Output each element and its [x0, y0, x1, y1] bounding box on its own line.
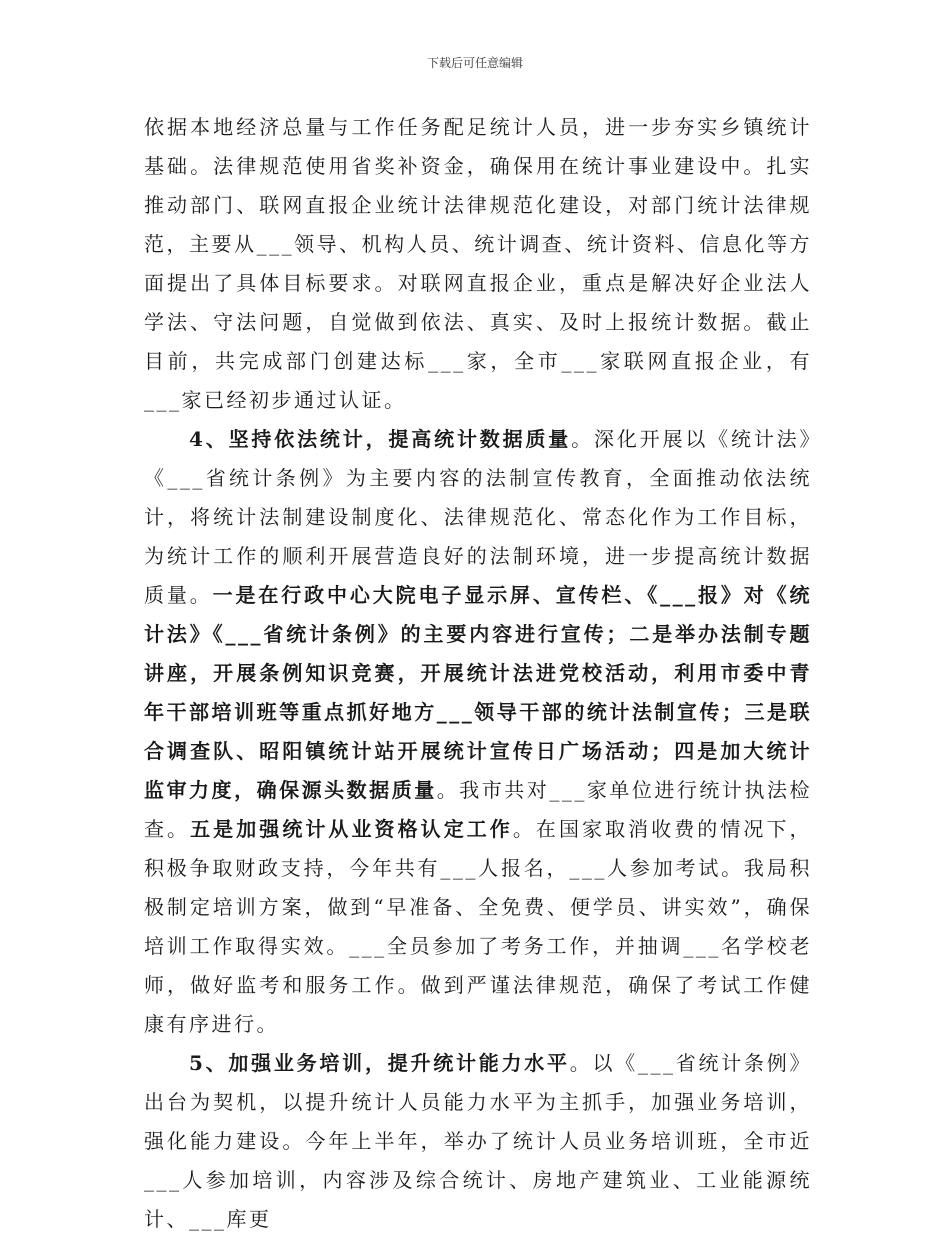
section-4-intro: 。深化开展以《统计法》《___省统计条例》为主要内容的法制宣传教育，全面推动依法统计，将统计法制建设制度化、法律规范化、常态化作为工作目标，为统计工作的顺利开展营造良好的法制环境，进一步提高统计数据质量。 [144, 427, 813, 607]
section-5-heading: 5、加强业务培训，提升统计能力水平 [189, 1051, 570, 1075]
document-body [144, 108, 812, 1239]
section-4-measures: 一是在行政中心大院电子显示屏、宣传栏、《___报》对《统计法》《___省统计条例》的主要内容进行宣传；二是举办法制专题讲座，开展条例知识竞赛，开展统计法进党校活动，利用市委中青年干部培训班等重点抓好地方___领导干部的统计法制宣传；三是联合调查队、昭阳镇统计站开展统计宣传日广场活动；四是加大统计监审力度，确保源头数据质量 [144, 583, 812, 802]
section-4-heading: 4、坚持依法统计，提高统计数据质量 [189, 427, 572, 451]
section-5-text: 。以《___省统计条例》出台为契机，以提升统计人员能力水平为主抓手，加强业务培训，强化能力建设。今年上半年，举办了统计人员业务培训班，全市近___人参加培训，内容涉及综合统计、房地产建筑业、工业能源统计、___库更 [144, 1051, 812, 1231]
paragraph-1-text: 依据本地经济总量与工作任务配足统计人员，进一步夯实乡镇统计基础。法律规范使用省奖补资金，确保用在统计事业建设中。扎实推动部门、联网直报企业统计法律规范化建设，对部门统计法律规范，主要从___领导、机构人员、统计调查、统计资料、信息化等方面提出了具体目标要求。对联网直报企业，重点是解决好企业法人学法、守法问题，自觉做到依法、真实、及时上报统计数据。截止目前，共完成部门创建达标___家，全市___家联网直报企业，有___家已经初步通过认证。 [144, 115, 812, 412]
paragraph-1 [144, 108, 812, 420]
section-4-item-5: 五是加强统计从业资格认定工作 [190, 817, 513, 841]
section-4-exam-text: 。在国家取消收费的情况下，积极争取财政支持，今年共有___人报名，___人参加考试。我局积极制定培训方案，做到“早准备、全免费、便学员、讲实效”，确保培训工作取得实效。___全员参加了考务工作，并抽调___名学校老师，做好监考和服务工作。做到严谨法律规范，确保了考试工作健康有序进行。 [144, 817, 813, 1036]
paragraph-3 [144, 1044, 812, 1239]
section-4-inspection: 。我市共对___家单位进行统计执法检查。 [144, 778, 813, 841]
page-header-note: 下载后可任意编辑 [426, 56, 523, 70]
paragraph-2 [144, 420, 812, 1044]
